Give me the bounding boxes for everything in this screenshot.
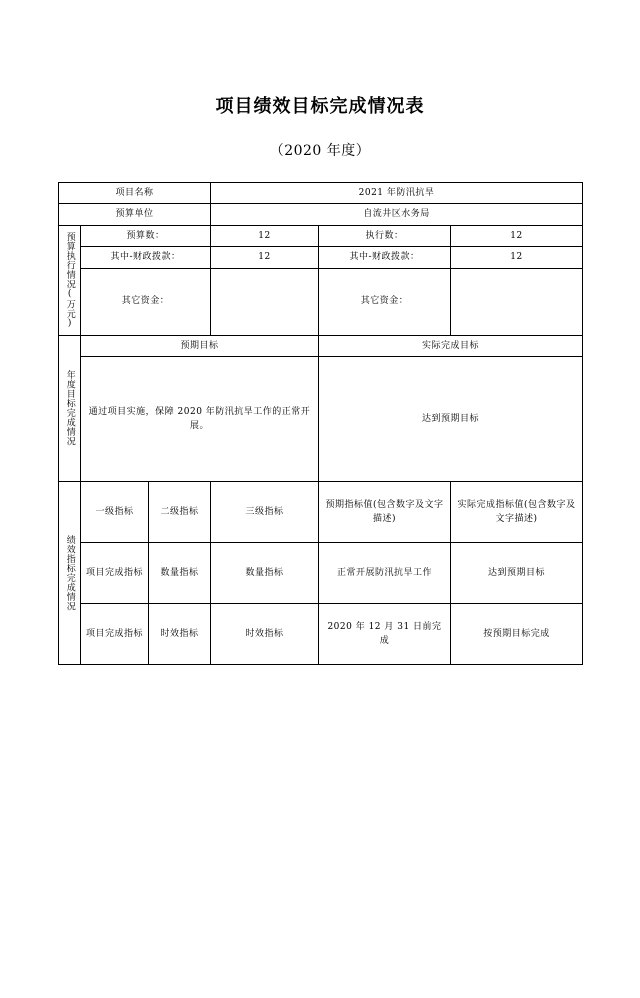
table-row-other-funds bbox=[59, 268, 583, 335]
table-row-annual-goal-content bbox=[59, 356, 583, 481]
indicator-level3: 时效指标 bbox=[211, 603, 319, 664]
table-row-indicator bbox=[59, 542, 583, 603]
other-funds-label-budget: 其它资金： bbox=[81, 268, 211, 335]
table-row-annual-goal-header bbox=[59, 335, 583, 356]
fiscal-allocation-label-exec: 其中-财政拨款： bbox=[319, 247, 451, 268]
column-header-level2: 二级指标 bbox=[149, 481, 211, 542]
page-subtitle: （2020 年度） bbox=[269, 143, 371, 159]
expected-goal-text: 通过项目实施，保障 2020 年防汛抗旱工作的正常开展。 bbox=[81, 356, 319, 481]
other-funds-label-exec: 其它资金： bbox=[319, 268, 451, 335]
table-row-budget-amount bbox=[59, 225, 583, 246]
table-row-indicator-header bbox=[59, 481, 583, 542]
execution-amount-label: 执行数： bbox=[319, 225, 451, 246]
document-page bbox=[0, 92, 640, 998]
table-row-fiscal-allocation bbox=[59, 247, 583, 268]
performance-goal-table bbox=[58, 182, 583, 665]
annual-goal-vertical-label: 年度目标完成情况 bbox=[59, 335, 81, 481]
fiscal-allocation-value-budget: 12 bbox=[211, 247, 319, 268]
column-header-expected-value: 预期指标值(包含数字及文字描述) bbox=[319, 481, 451, 542]
column-header-actual-value: 实际完成指标值(包含数字及文字描述) bbox=[451, 481, 583, 542]
indicator-actual-value: 达到预期目标 bbox=[451, 542, 583, 603]
fiscal-allocation-value-exec: 12 bbox=[451, 247, 583, 268]
table-row-indicator bbox=[59, 603, 583, 664]
indicator-expected-value: 正常开展防汛抗旱工作 bbox=[319, 542, 451, 603]
other-funds-value-exec bbox=[451, 268, 583, 335]
column-header-level3: 三级指标 bbox=[211, 481, 319, 542]
budget-amount-value: 12 bbox=[211, 225, 319, 246]
indicator-expected-value: 2020 年 12 月 31 日前完成 bbox=[319, 603, 451, 664]
budget-unit-value: 自流井区水务局 bbox=[211, 204, 583, 225]
actual-goal-header: 实际完成目标 bbox=[319, 335, 583, 356]
expected-goal-header: 预期目标 bbox=[81, 335, 319, 356]
execution-amount-value: 12 bbox=[451, 225, 583, 246]
budget-amount-label: 预算数： bbox=[81, 225, 211, 246]
actual-goal-text: 达到预期目标 bbox=[319, 356, 583, 481]
other-funds-value-budget bbox=[211, 268, 319, 335]
table-row-project-name bbox=[59, 183, 583, 204]
column-header-level1: 一级指标 bbox=[81, 481, 149, 542]
indicator-level2: 数量指标 bbox=[149, 542, 211, 603]
budget-execution-vertical-label: 预算执行情况(万元) bbox=[59, 225, 81, 335]
indicator-level1: 项目完成指标 bbox=[81, 603, 149, 664]
page-title: 项目绩效目标完成情况表 bbox=[215, 96, 425, 117]
project-name-value: 2021 年防汛抗旱 bbox=[211, 183, 583, 204]
table-row-budget-unit bbox=[59, 204, 583, 225]
indicator-level3: 数量指标 bbox=[211, 542, 319, 603]
budget-unit-label: 预算单位 bbox=[59, 204, 211, 225]
indicator-level2: 时效指标 bbox=[149, 603, 211, 664]
fiscal-allocation-label-budget: 其中-财政拨款： bbox=[81, 247, 211, 268]
indicator-level1: 项目完成指标 bbox=[81, 542, 149, 603]
project-name-label: 项目名称 bbox=[59, 183, 211, 204]
indicator-actual-value: 按预期目标完成 bbox=[451, 603, 583, 664]
performance-indicator-vertical-label: 绩效指标完成情况 bbox=[59, 481, 81, 664]
